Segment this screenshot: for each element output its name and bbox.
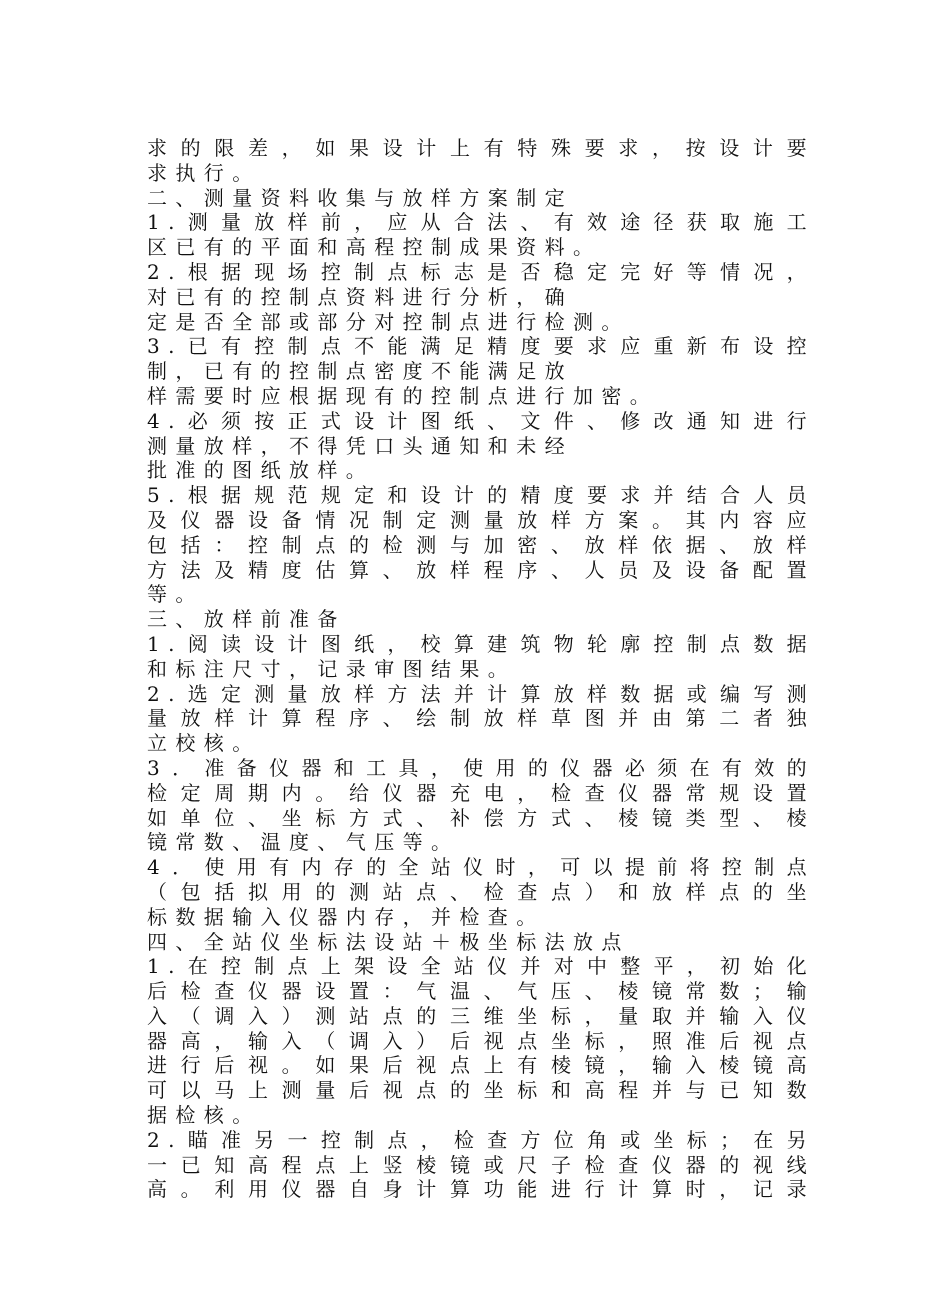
text-line: 1.在控制点上架设全站仪并对中整平，初始化 xyxy=(147,954,815,979)
text-line: 进行后视。如果后视点上有棱镜，输入棱镜高 xyxy=(147,1053,815,1078)
text-line: 求执行。 xyxy=(147,160,261,185)
text-line: 测量放样，不得凭口头通知和未经 xyxy=(147,433,573,458)
text-line: 2.选定测量放样方法并计算放样数据或编写测 xyxy=(147,681,815,706)
text-line: 对已有的控制点资料进行分析，确 xyxy=(147,284,573,309)
text-line: 制，已有的控制点密度不能满足放 xyxy=(147,359,573,384)
text-line: 标数据输入仪器内存，并检查。 xyxy=(147,904,545,929)
text-line: 求的限差，如果设计上有特殊要求，按设计要 xyxy=(147,136,815,160)
text-line: 1.测量放样前，应从合法、有效途径获取施工 xyxy=(147,210,815,235)
text-line: 如单位、坐标方式、补偿方式、棱镜类型、棱 xyxy=(147,805,815,830)
text-line: 4.必须按正式设计图纸、文件、修改通知进行 xyxy=(147,408,815,433)
text-line: 包括：控制点的检测与加密、放样依据、放样 xyxy=(147,532,815,557)
text-line: 等。 xyxy=(147,582,204,607)
text-line: 4．使用有内存的全站仪时，可以提前将控制点 xyxy=(147,855,815,880)
text-line: 三、放样前准备 xyxy=(147,607,346,632)
text-line: 及仪器设备情况制定测量放样方案。其内容应 xyxy=(147,507,815,532)
text-line: 2.瞄准另一控制点，检查方位角或坐标；在另 xyxy=(147,1127,815,1152)
text-line: 方法及精度估算、放样程序、人员及设备配置 xyxy=(147,557,815,582)
text-line: 定是否全部或部分对控制点进行检测。 xyxy=(147,309,630,334)
text-line: 一已知高程点上竖棱镜或尺子检查仪器的视线 xyxy=(147,1152,815,1177)
text-line: 样需要时应根据现有的控制点进行加密。 xyxy=(147,383,659,408)
text-line: 据检核。 xyxy=(147,1103,261,1128)
text-line: 5.根据规范规定和设计的精度要求并结合人员 xyxy=(147,483,815,508)
text-line: 2.根据现场控制点标志是否稳定完好等情况， xyxy=(147,259,815,284)
text-line: 3.已有控制点不能满足精度要求应重新布设控 xyxy=(147,334,815,359)
text-line: 入（调入）测站点的三维坐标，量取并输入仪 xyxy=(147,1003,815,1028)
text-line: 和标注尺寸，记录审图结果。 xyxy=(147,656,517,681)
text-line: 二、测量资料收集与放样方案制定 xyxy=(147,185,573,210)
text-line: 可以马上测量后视点的坐标和高程并与已知数 xyxy=(147,1078,815,1103)
text-line: 后检查仪器设置：气温、气压、棱镜常数；输 xyxy=(147,979,815,1004)
text-line: 区已有的平面和高程控制成果资料。 xyxy=(147,235,602,260)
text-line: 器高，输入（调入）后视点坐标，照准后视点 xyxy=(147,1028,815,1053)
text-line: 检定周期内。给仪器充电，检查仪器常规设置 xyxy=(147,780,815,805)
text-line: 镜常数、温度、气压等。 xyxy=(147,830,460,855)
text-line: （包括拟用的测站点、检查点）和放样点的坐 xyxy=(147,879,815,904)
text-line: 批准的图纸放样。 xyxy=(147,458,375,483)
text-line: 四、全站仪坐标法设站＋极坐标法放点 xyxy=(147,929,630,954)
text-line: 1.阅读设计图纸，校算建筑物轮廓控制点数据 xyxy=(147,631,815,656)
text-line: 3．准备仪器和工具，使用的仪器必须在有效的 xyxy=(147,755,815,780)
document-body-text xyxy=(147,136,815,1202)
text-line: 高。利用仪器自身计算功能进行计算时，记录 xyxy=(147,1177,815,1202)
text-line: 立校核。 xyxy=(147,731,261,756)
text-line: 量放样计算程序、绘制放样草图并由第二者独 xyxy=(147,706,815,731)
